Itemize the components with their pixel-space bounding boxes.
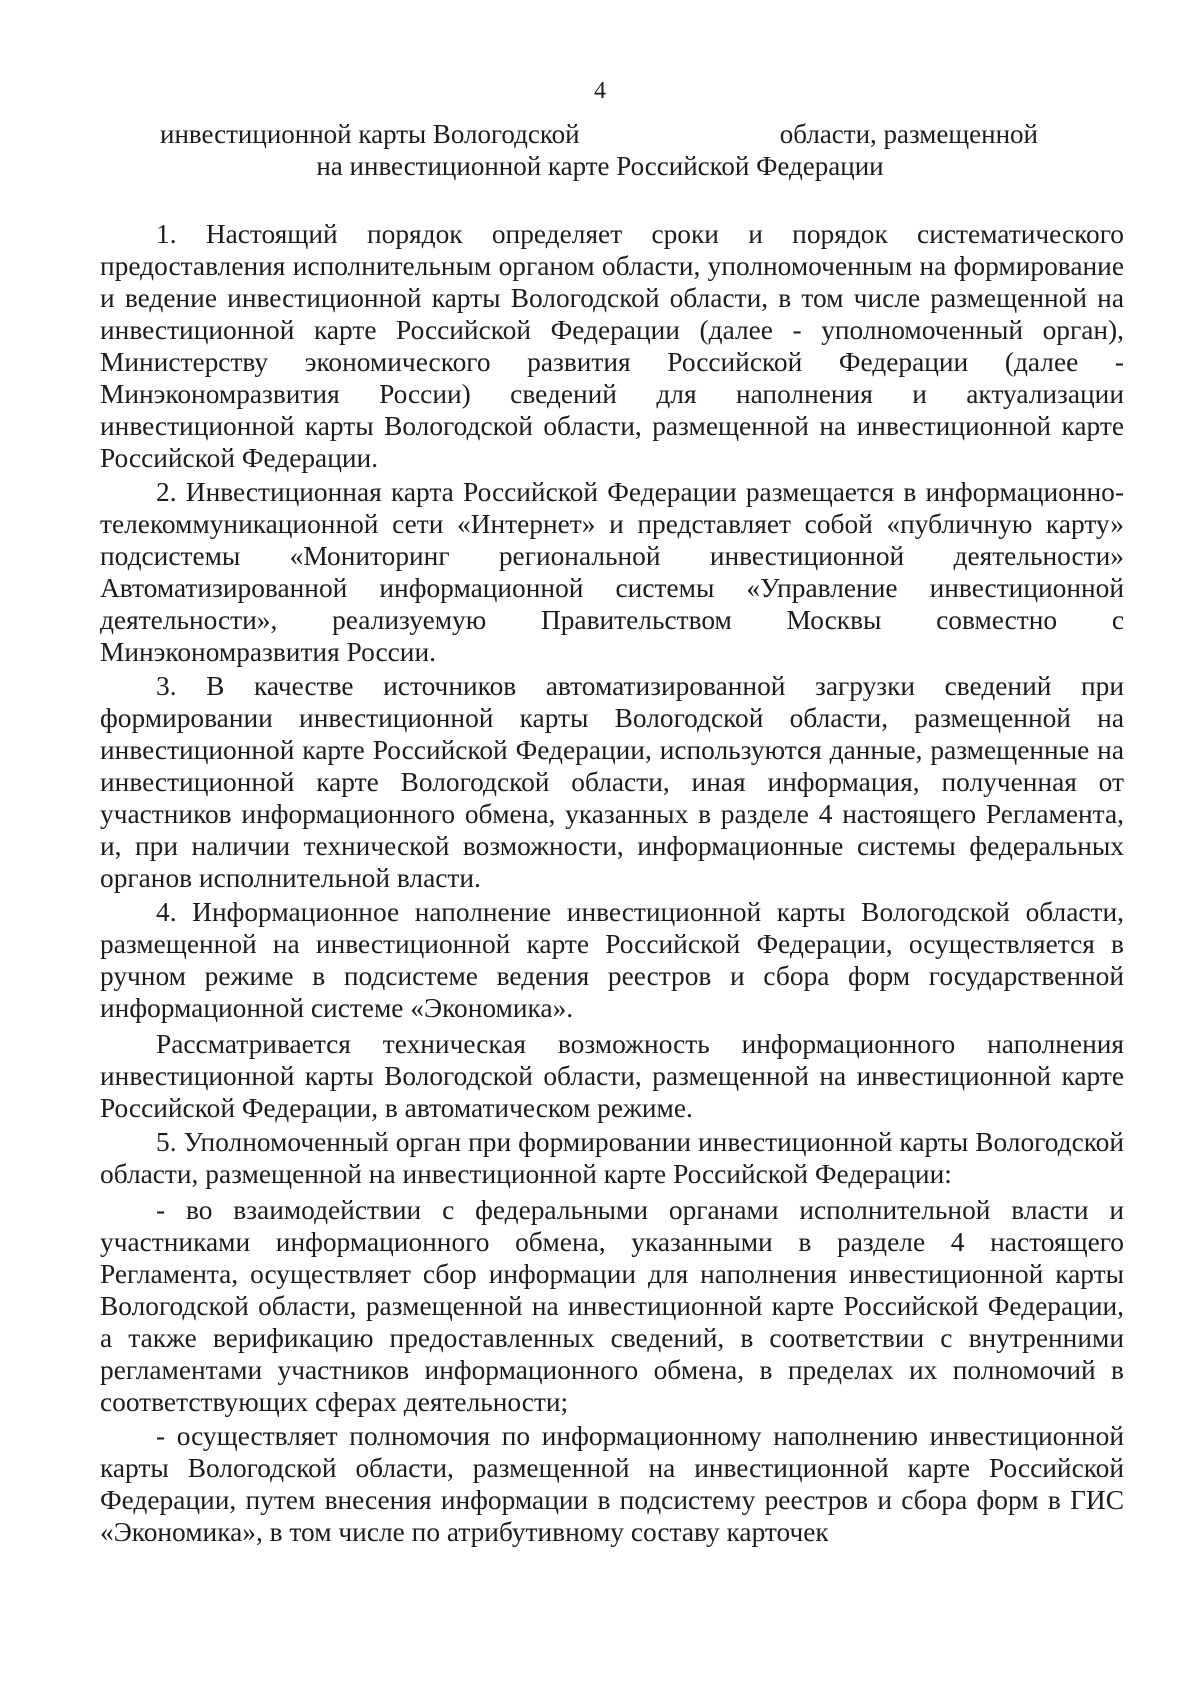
section-heading bbox=[160, 118, 1038, 182]
heading-line-2: на инвестиционной карте Российской Федерации bbox=[316, 151, 884, 181]
paragraph-3: 3. В качестве источников автоматизированной загрузки сведений при формировании инвестиционной карты Вологодской области, размещенной на инвестиционной карте Российской Федерации, используются данные, размещенные на инвестиционной карте Вологодской области, иная информация, полученная от участников информационного обмена, указанных в разделе 4 настоящего Регламента, и, при наличии технической возможности, информационные системы федеральных органов исполнительной власти. bbox=[100, 671, 1124, 893]
page-number: 4 bbox=[594, 78, 606, 104]
heading-line-1-left: инвестиционной карты Вологодской bbox=[160, 119, 580, 149]
heading-line-1 bbox=[160, 118, 1038, 150]
document-body bbox=[100, 218, 1124, 1548]
paragraph-4-continuation: Рассматривается техническая возможность информационного наполнения инвестиционной карты Вологодской области, размещенной на инвестиционной карте Российской Федерации, в автоматическом режиме. bbox=[100, 1029, 1124, 1123]
list-item-2: - осуществляет полномочия по информационному наполнению инвестиционной карты Вологодской области, размещенной на инвестиционной карте Российской Федерации, путем внесения информации в подсистему реестров и сбора форм в ГИС «Экономика», в том числе по атрибутивному составу карточек bbox=[100, 1421, 1124, 1547]
list-item-1: - во взаимодействии с федеральными органами исполнительной власти и участниками информационного обмена, указанными в разделе 4 настоящего Регламента, осуществляет сбор информации для наполнения инвестиционной карты Вологодской области, размещенной на инвестиционной карте Российской Федерации, а также верификацию предоставленных сведений, в соответствии с внутренними регламентами участников информационного обмена, в пределах их полномочий в соответствующих сферах деятельности; bbox=[100, 1195, 1124, 1417]
paragraph-5: 5. Уполномоченный орган при формировании инвестиционной карты Вологодской области, размещенной на инвестиционной карте Российской Федерации: bbox=[100, 1127, 1124, 1189]
paragraph-2: 2. Инвестиционная карта Российской Федерации размещается в информационно-телекоммуникационной сети «Интернет» и представляет собой «публичную карту» подсистемы «Мониторинг региональной инвестиционной деятельности» Автоматизированной информационной системы «Управление инвестиционной деятельности», реализуемую Правительством Москвы совместно с Минэкономразвития России. bbox=[100, 477, 1124, 667]
paragraph-1: 1. Настоящий порядок определяет сроки и порядок систематического предоставления исполнительным органом области, уполномоченным на формирование и ведение инвестиционной карты Вологодской области, в том числе размещенной на инвестиционной карте Российской Федерации (далее - уполномоченный орган), Министерству экономического развития Российской Федерации (далее - Минэкономразвития России) сведений для наполнения и актуализации инвестиционной карты Вологодской области, размещенной на инвестиционной карте Российской Федерации. bbox=[100, 219, 1124, 473]
paragraph-4: 4. Информационное наполнение инвестиционной карты Вологодской области, размещенной на инвестиционной карте Российской Федерации, осуществляется в ручном режиме в подсистеме ведения реестров и сбора форм государственной информационной системе «Экономика». bbox=[100, 897, 1124, 1023]
heading-line-1-right: области, размещенной bbox=[779, 119, 1038, 149]
